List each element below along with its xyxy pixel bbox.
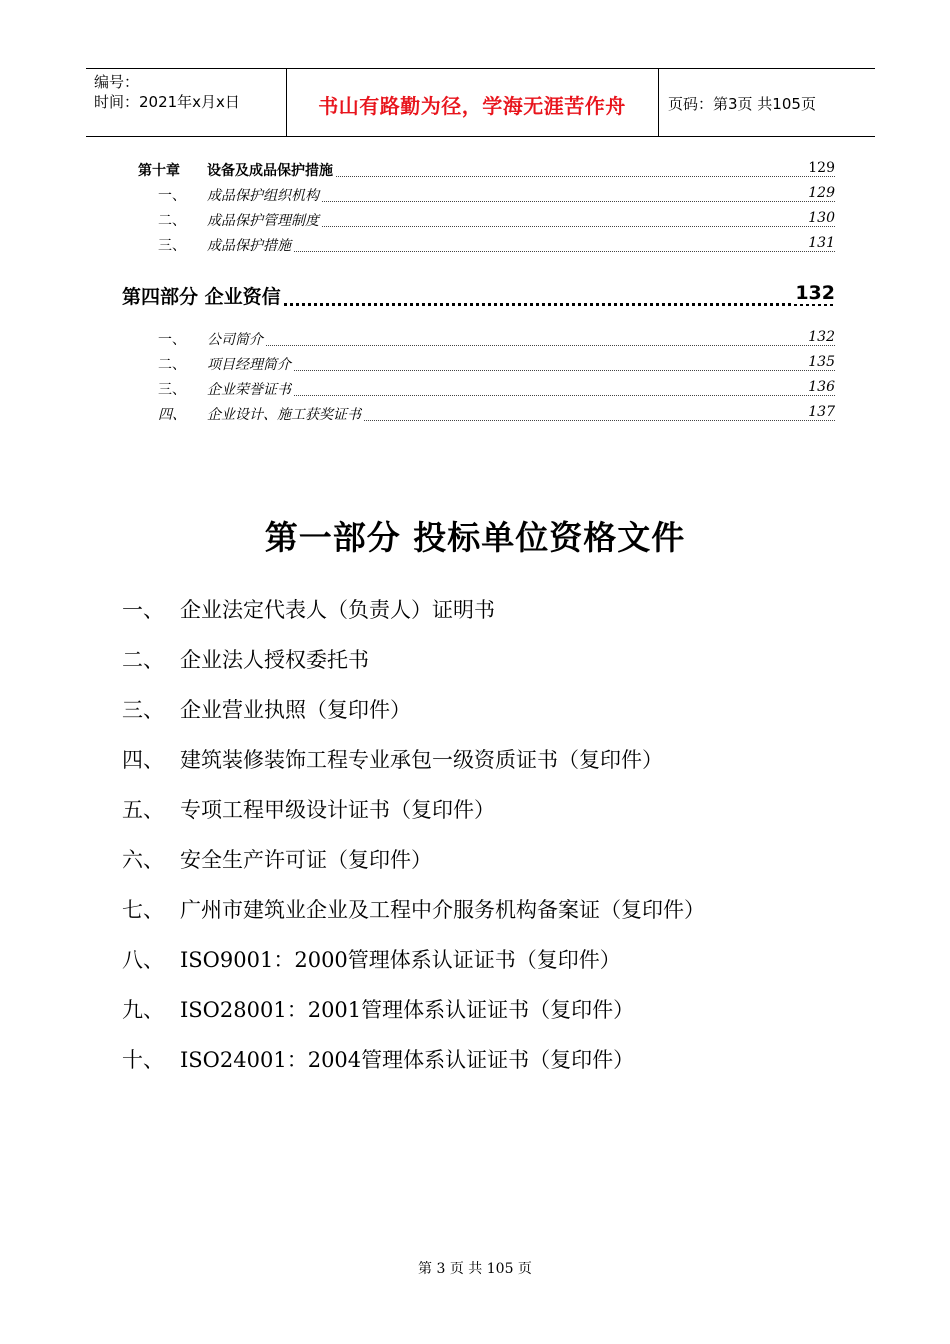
toc-entry-page: 137 — [808, 404, 835, 420]
header-page-info: 页码：第3页 共105页 — [668, 95, 816, 113]
toc-entry[interactable] — [0, 354, 950, 378]
toc-part-row[interactable] — [0, 282, 950, 312]
header-date: 时间：2021年x月x日 — [94, 93, 240, 111]
list-item-text: ISO9001：2000管理体系认证证书（复印件） — [180, 948, 621, 972]
toc-part-title: 第四部分 企业资信 — [122, 282, 283, 309]
toc-leader-dots — [207, 370, 835, 371]
header-code-label: 编号： — [94, 73, 140, 91]
toc-chapter-num: 第十章 — [138, 163, 180, 179]
toc-entry-title: 企业设计、施工获奖证书 — [207, 404, 363, 424]
list-item-text: ISO24001：2004管理体系认证证书（复印件） — [180, 1048, 635, 1072]
toc-entry-num: 一、 — [158, 188, 186, 204]
header-top-rule — [86, 68, 875, 69]
toc-entry-title: 项目经理简介 — [207, 354, 293, 374]
toc-entry-num: 三、 — [158, 238, 186, 254]
toc-entry[interactable] — [0, 379, 950, 403]
toc-leader-dots — [207, 395, 835, 396]
list-item-text: 企业法定代表人（负责人）证明书 — [180, 598, 495, 622]
toc-entry[interactable] — [0, 210, 950, 234]
list-item-text: ISO28001：2001管理体系认证证书（复印件） — [180, 998, 635, 1022]
toc-entry[interactable] — [0, 185, 950, 209]
toc-entry-num: 二、 — [158, 213, 186, 229]
toc-entry-page: 129 — [808, 185, 835, 201]
list-item-num: 八、 — [122, 948, 164, 972]
page-footer: 第 3 页 共 105 页 — [418, 1261, 532, 1277]
list-item-text: 专项工程甲级设计证书（复印件） — [180, 798, 495, 822]
list-item-num: 九、 — [122, 998, 164, 1022]
toc-entry-title: 企业荣誉证书 — [207, 379, 293, 399]
list-item-text: 安全生产许可证（复印件） — [180, 848, 432, 872]
header-bottom-rule — [86, 136, 875, 137]
header-motto: 书山有路勤为径，学海无涯苦作舟 — [318, 94, 626, 118]
toc-entry[interactable] — [0, 329, 950, 353]
toc-entry-num: 二、 — [158, 357, 186, 373]
list-item-num: 二、 — [122, 648, 164, 672]
toc-chapter-page: 129 — [808, 160, 835, 176]
toc-leader-dots — [207, 251, 835, 252]
toc-entry-num: 三、 — [158, 382, 186, 398]
list-item-num: 五、 — [122, 798, 164, 822]
toc-entry-page: 131 — [808, 235, 835, 251]
toc-chapter-row[interactable] — [0, 160, 950, 184]
list-item-num: 七、 — [122, 898, 164, 922]
toc-entry-page: 132 — [808, 329, 835, 345]
header-divider-right — [658, 68, 659, 136]
list-item-text: 广州市建筑业企业及工程中介服务机构备案证（复印件） — [180, 898, 705, 922]
toc-entry[interactable] — [0, 235, 950, 259]
toc-entry[interactable] — [0, 404, 950, 428]
list-item-num: 一、 — [122, 598, 164, 622]
toc-entry-num: 四、 — [158, 407, 186, 423]
toc-entry-page: 136 — [808, 379, 835, 395]
toc-entry-title: 成品保护管理制度 — [207, 210, 321, 230]
toc-entry-title: 成品保护组织机构 — [207, 185, 321, 205]
toc-chapter-title: 设备及成品保护措施 — [207, 160, 335, 180]
toc-part-page: 132 — [795, 282, 835, 304]
list-item-num: 三、 — [122, 698, 164, 722]
list-item-text: 企业营业执照（复印件） — [180, 698, 411, 722]
list-item-num: 四、 — [122, 748, 164, 772]
section-title: 第一部分 投标单位资格文件 — [264, 518, 686, 557]
toc-entry-num: 一、 — [158, 332, 186, 348]
list-item-text: 企业法人授权委托书 — [180, 648, 369, 672]
toc-leader-dots — [207, 345, 835, 346]
list-item-num: 十、 — [122, 1048, 164, 1072]
toc-entry-title: 公司简介 — [207, 329, 265, 349]
list-item-num: 六、 — [122, 848, 164, 872]
list-item-text: 建筑装修装饰工程专业承包一级资质证书（复印件） — [180, 748, 663, 772]
toc-entry-title: 成品保护措施 — [207, 235, 293, 255]
toc-entry-page: 135 — [808, 354, 835, 370]
toc-entry-page: 130 — [808, 210, 835, 226]
